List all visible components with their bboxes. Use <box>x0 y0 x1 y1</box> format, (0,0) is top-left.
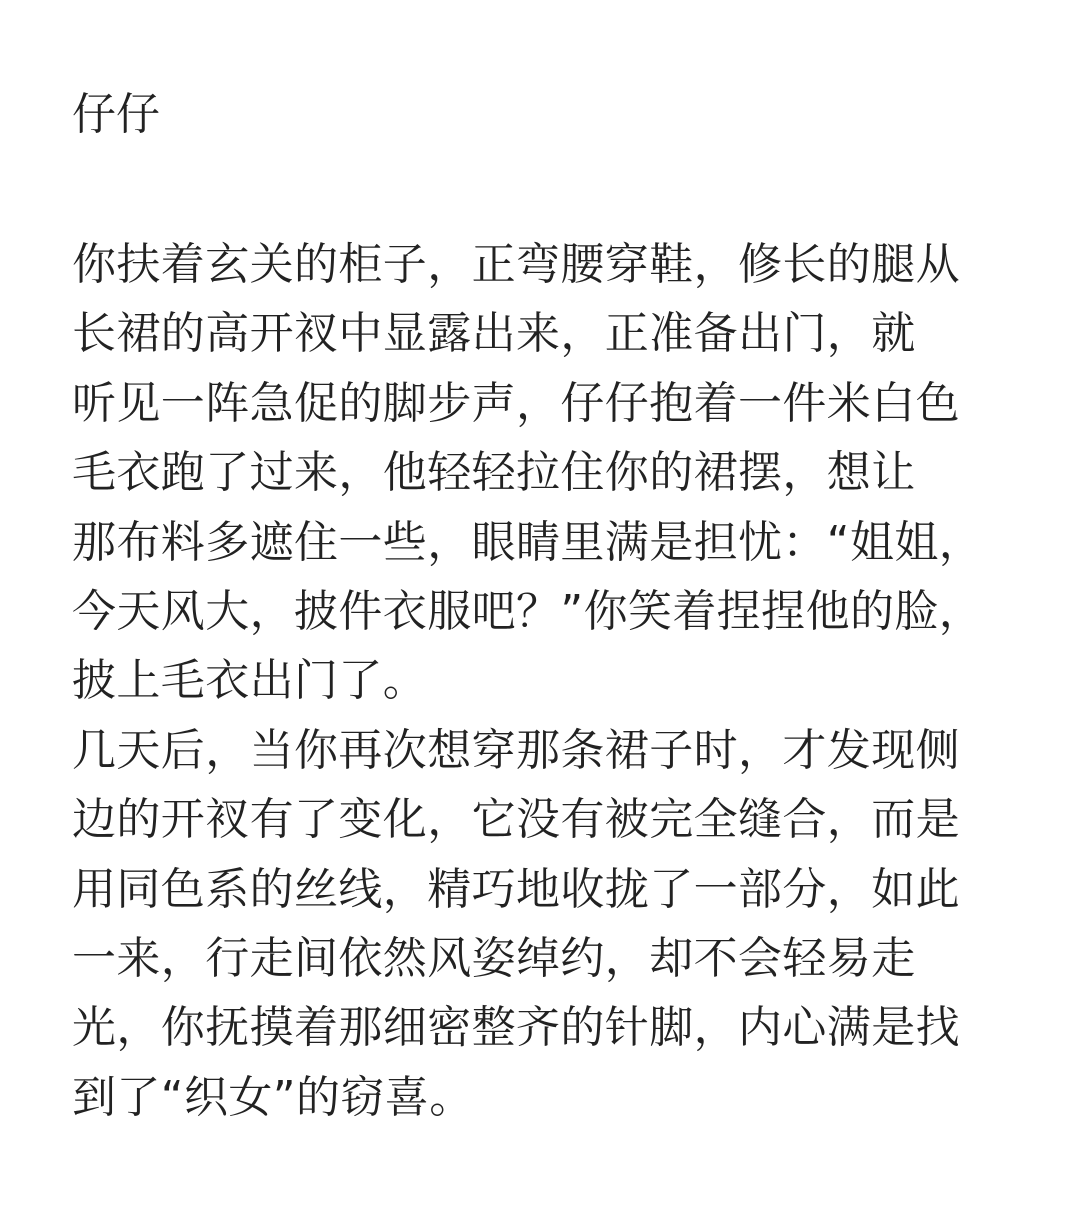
text-line: 那布料多遮住一些，眼睛里满是担忧：“姐姐， <box>72 516 984 568</box>
text-line: 边的开衩有了变化，它没有被完全缝合，而是 <box>72 794 960 846</box>
paragraph-1 <box>72 230 1008 716</box>
document-body <box>72 230 1008 1132</box>
document-title: 仔仔 <box>72 89 160 140</box>
text-line: 听见一阵急促的脚步声，仔仔抱着一件米白色 <box>72 377 960 429</box>
text-line: 光，你抚摸着那细密整齐的针脚，内心满是找 <box>72 1002 960 1054</box>
text-line: 披上毛衣出门了。 <box>72 655 428 707</box>
text-line: 用同色系的丝线，精巧地收拢了一部分，如此 <box>72 863 960 915</box>
text-line: 到了“织女”的窃喜。 <box>72 1071 474 1123</box>
text-line: 你扶着玄关的柜子，正弯腰穿鞋，修长的腿从 <box>72 239 960 290</box>
paragraph-2 <box>72 716 1008 1132</box>
text-line: 几天后，当你再次想穿那条裙子时，才发现侧 <box>72 724 960 776</box>
text-line: 今天风大，披件衣服吧？”你笑着捏捏他的脸， <box>72 585 984 637</box>
text-line: 长裙的高开衩中显露出来，正准备出门，就 <box>72 308 916 360</box>
document-page <box>72 80 1008 1123</box>
text-line: 毛衣跑了过来，他轻轻拉住你的裙摆，想让 <box>72 447 916 499</box>
text-line: 一来，行走间依然风姿绰约，却不会轻易走 <box>72 932 916 984</box>
